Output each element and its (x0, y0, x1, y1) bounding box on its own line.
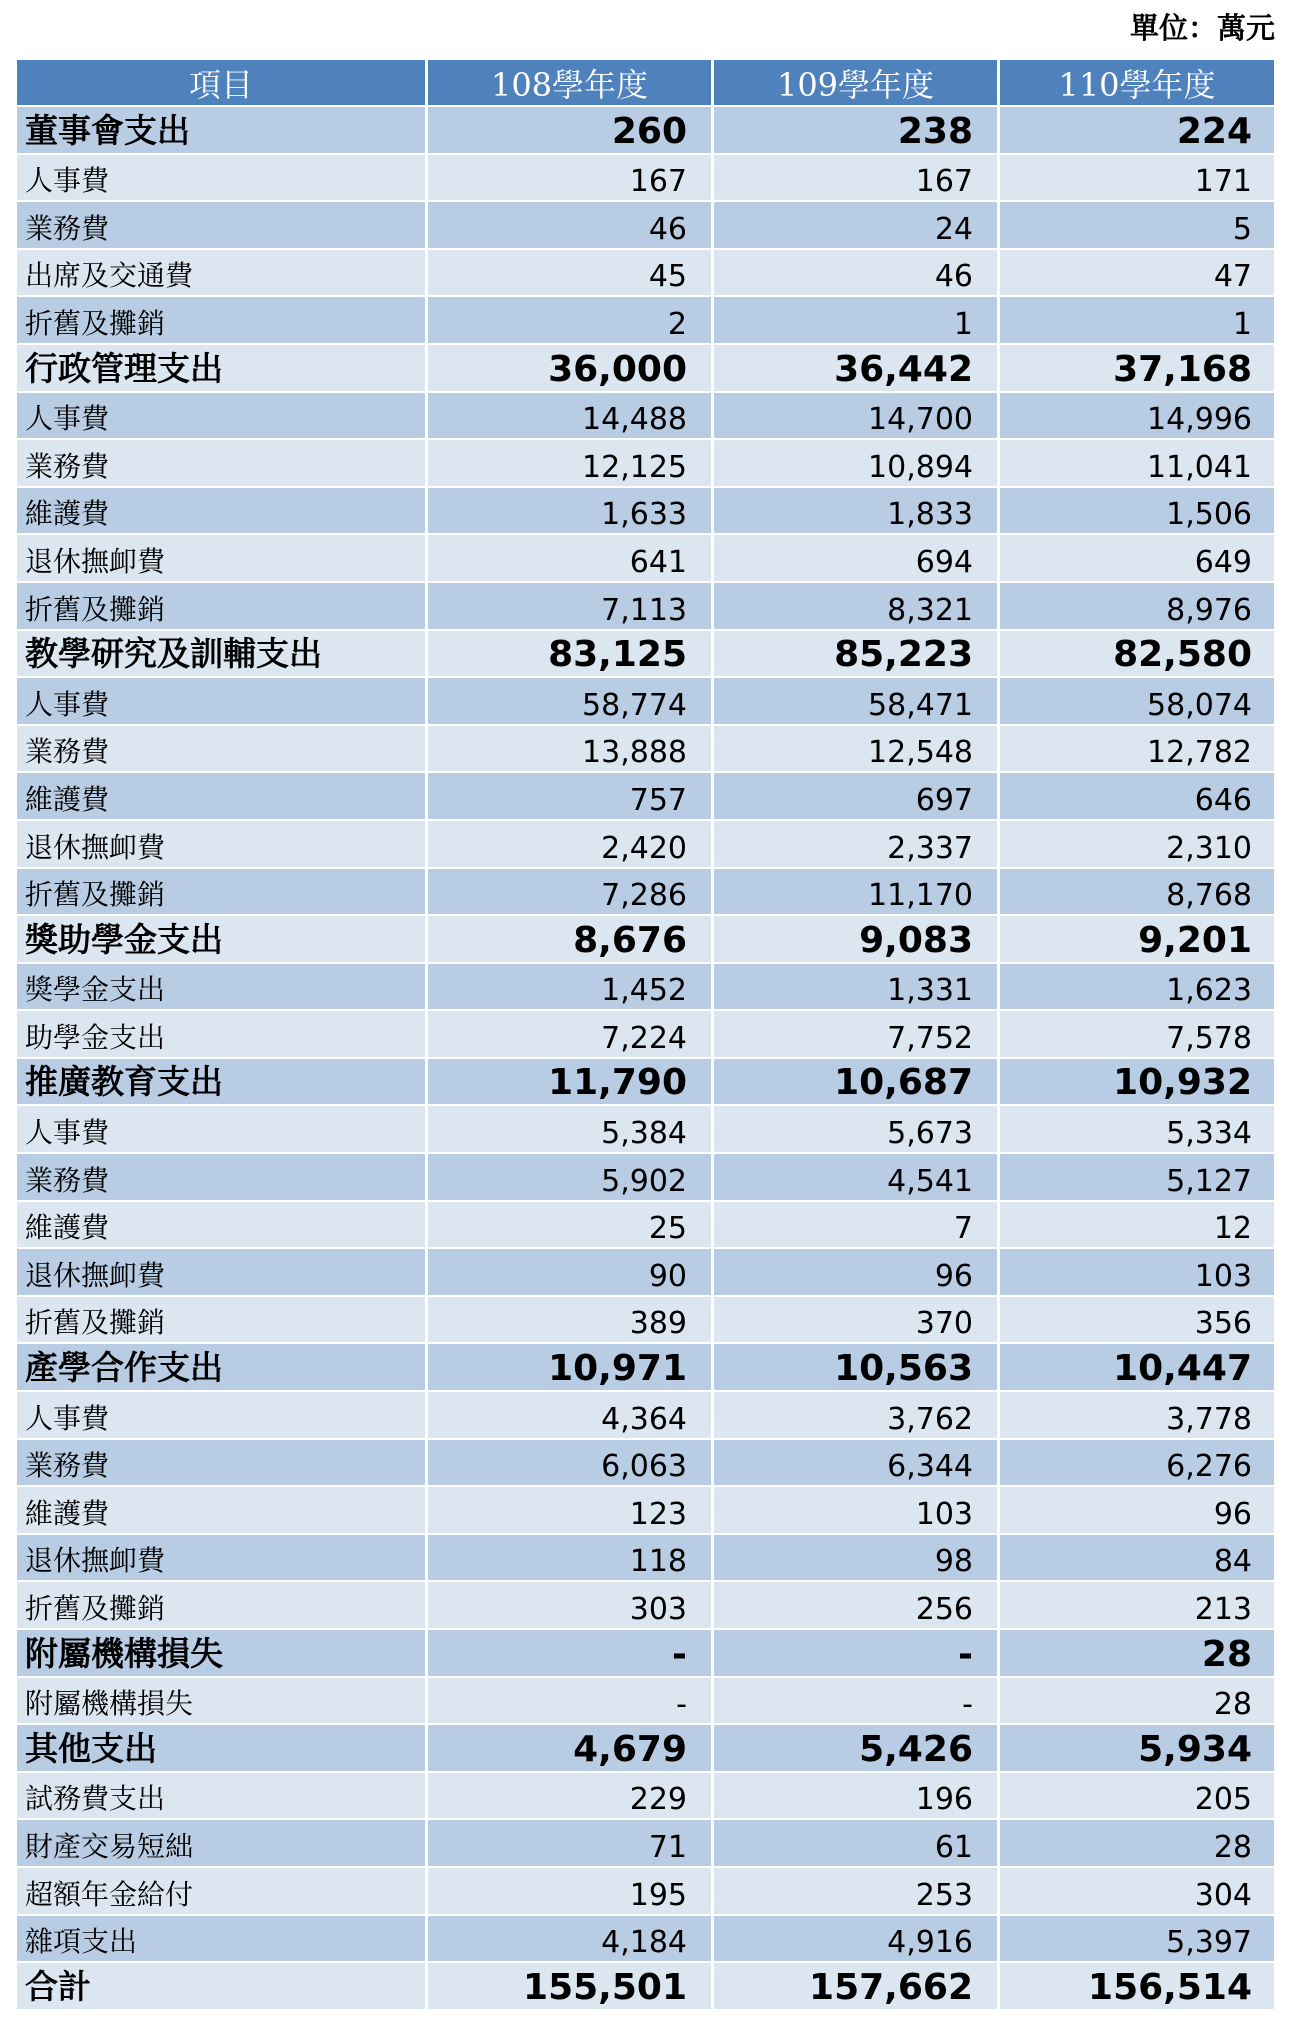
table-row-category (17, 1059, 1274, 1107)
value-109: 14,700 (714, 393, 1000, 439)
row-label: 退休撫卹費 (17, 535, 428, 581)
value-108: 2,420 (428, 821, 714, 867)
value-110: 1,623 (1166, 973, 1252, 1009)
value-108: 7,286 (428, 869, 714, 915)
table-row (17, 773, 1274, 821)
value-109: 5,426 (714, 1725, 1000, 1771)
value-108: 45 (428, 250, 714, 296)
row-label: 維護費 (17, 1202, 428, 1248)
row-label: 業務費 (17, 1440, 428, 1486)
value-110: 171 (1194, 164, 1252, 200)
value-108: 10,971 (428, 1344, 714, 1390)
value-109: 7 (714, 1202, 1000, 1248)
value-108: 8,676 (428, 916, 714, 962)
table-row (17, 1297, 1274, 1345)
table-row-category (17, 1963, 1274, 2011)
table-row (17, 1820, 1274, 1868)
table-row (17, 1202, 1274, 1250)
value-109: 4,916 (714, 1916, 1000, 1962)
value-108: 58,774 (428, 678, 714, 724)
value-108: 118 (428, 1535, 714, 1581)
value-109: 61 (714, 1820, 1000, 1866)
value-108: 7,224 (428, 1011, 714, 1057)
value-110: 304 (1194, 1877, 1252, 1913)
value-108: 641 (428, 535, 714, 581)
row-label: 獎助學金支出 (17, 916, 428, 962)
row-label: 折舊及攤銷 (17, 869, 428, 915)
value-110: 28 (1213, 1829, 1252, 1865)
table-row (17, 1868, 1274, 1916)
value-110: 12,782 (1147, 735, 1252, 771)
value-108: 5,902 (428, 1154, 714, 1200)
value-110: 103 (1194, 1258, 1252, 1294)
row-label: 業務費 (17, 440, 428, 486)
row-label: 其他支出 (17, 1725, 428, 1771)
value-110: 1,506 (1166, 497, 1252, 533)
value-110: 213 (1194, 1592, 1252, 1627)
value-110: 82,580 (1113, 634, 1252, 676)
table-row (17, 1392, 1274, 1440)
header-110: 110學年度 (1058, 65, 1216, 104)
value-110: 5,934 (1138, 1728, 1252, 1770)
value-108: 83,125 (428, 631, 714, 677)
value-110: 5,334 (1166, 1116, 1252, 1152)
table-header (17, 60, 1274, 107)
value-110: 14,996 (1147, 402, 1252, 438)
value-109: 1,833 (714, 488, 1000, 534)
value-108: 12,125 (428, 440, 714, 486)
value-108: - (428, 1678, 714, 1724)
value-109: 697 (714, 773, 1000, 819)
table-row (17, 964, 1274, 1012)
value-109: 10,563 (714, 1344, 1000, 1390)
value-109: 24 (714, 202, 1000, 248)
row-label: 折舊及攤銷 (17, 583, 428, 629)
value-110: 8,768 (1166, 878, 1252, 914)
value-109: 98 (714, 1535, 1000, 1581)
table-row (17, 488, 1274, 536)
value-110: 37,168 (1113, 348, 1252, 390)
row-label: 人事費 (17, 678, 428, 724)
table-row (17, 1106, 1274, 1154)
table-row (17, 1773, 1274, 1821)
table-row (17, 1916, 1274, 1964)
table-row (17, 1487, 1274, 1535)
value-108: 7,113 (428, 583, 714, 629)
table-row (17, 869, 1274, 917)
value-108: 303 (428, 1582, 714, 1628)
row-label: 維護費 (17, 1487, 428, 1533)
table-row-category (17, 107, 1274, 155)
table-row (17, 202, 1274, 250)
value-109: 36,442 (714, 345, 1000, 391)
value-110: 47 (1213, 259, 1252, 295)
value-108: 13,888 (428, 726, 714, 772)
table-body (17, 107, 1274, 2011)
value-110: 649 (1194, 544, 1252, 580)
value-109: 694 (714, 535, 1000, 581)
value-110: 7,578 (1166, 1020, 1252, 1056)
value-110: 5 (1232, 211, 1252, 247)
table-row (17, 1582, 1274, 1630)
value-110: 6,276 (1166, 1449, 1252, 1485)
value-109: 85,223 (714, 631, 1000, 677)
value-110: 646 (1194, 782, 1252, 818)
row-label: 獎學金支出 (17, 964, 428, 1010)
table-row (17, 393, 1274, 441)
value-108: 36,000 (428, 345, 714, 391)
value-108: 167 (428, 155, 714, 201)
value-110: 58,074 (1147, 687, 1252, 723)
value-109: 196 (714, 1773, 1000, 1819)
row-label: 試務費支出 (17, 1773, 428, 1819)
value-109: 58,471 (714, 678, 1000, 724)
table-row (17, 1011, 1274, 1059)
value-110: 12 (1213, 1211, 1252, 1247)
value-110: 2,310 (1166, 830, 1252, 866)
value-110: 10,447 (1113, 1348, 1252, 1390)
row-label: 人事費 (17, 1106, 428, 1152)
row-label: 合計 (17, 1963, 428, 2009)
row-label: 產學合作支出 (17, 1344, 428, 1390)
table-row (17, 1535, 1274, 1583)
value-108: 123 (428, 1487, 714, 1533)
value-110: 11,041 (1147, 449, 1252, 485)
row-label: 退休撫卹費 (17, 821, 428, 867)
expense-table (17, 60, 1274, 2011)
row-label: 業務費 (17, 726, 428, 772)
value-108: 4,364 (428, 1392, 714, 1438)
table-row (17, 583, 1274, 631)
table-row (17, 821, 1274, 869)
value-109: 46 (714, 250, 1000, 296)
value-108: 155,501 (428, 1963, 714, 2009)
value-108: 11,790 (428, 1059, 714, 1105)
row-label: 業務費 (17, 1154, 428, 1200)
value-109: 12,548 (714, 726, 1000, 772)
value-108: 757 (428, 773, 714, 819)
row-label: 出席及交通費 (17, 250, 428, 296)
row-label: 維護費 (17, 488, 428, 534)
row-label: 退休撫卹費 (17, 1249, 428, 1295)
value-109: 96 (714, 1249, 1000, 1295)
value-108: 2 (428, 297, 714, 343)
value-109: 253 (714, 1868, 1000, 1914)
value-110: 205 (1194, 1782, 1252, 1818)
value-108: 260 (428, 107, 714, 153)
value-109: 1 (714, 297, 1000, 343)
value-108: 6,063 (428, 1440, 714, 1486)
value-109: 167 (714, 155, 1000, 201)
table-row-category (17, 345, 1274, 393)
value-109: 8,321 (714, 583, 1000, 629)
value-110: 28 (1213, 1687, 1252, 1723)
value-109: 11,170 (714, 869, 1000, 915)
value-108: 14,488 (428, 393, 714, 439)
value-110: 5,127 (1166, 1163, 1252, 1199)
table-row (17, 1154, 1274, 1202)
row-label: 董事會支出 (17, 107, 428, 153)
value-110: 84 (1213, 1544, 1252, 1580)
row-label: 財產交易短絀 (17, 1820, 428, 1866)
value-108: 389 (428, 1297, 714, 1343)
table-row (17, 297, 1274, 345)
table-row (17, 1440, 1274, 1488)
value-110: 356 (1194, 1306, 1252, 1342)
value-110: 96 (1213, 1496, 1252, 1532)
value-108: 5,384 (428, 1106, 714, 1152)
value-110: 10,932 (1113, 1062, 1252, 1104)
row-label: 維護費 (17, 773, 428, 819)
table-row-category (17, 1725, 1274, 1773)
value-109: 1,331 (714, 964, 1000, 1010)
row-label: 助學金支出 (17, 1011, 428, 1057)
unit-label: 單位：萬元 (1129, 11, 1275, 45)
value-109: 370 (714, 1297, 1000, 1343)
table-row-category (17, 1630, 1274, 1678)
value-108: 71 (428, 1820, 714, 1866)
value-108: 46 (428, 202, 714, 248)
row-label: 業務費 (17, 202, 428, 248)
value-109: - (714, 1678, 1000, 1724)
row-label: 教學研究及訓輔支出 (17, 631, 428, 677)
row-label: 折舊及攤銷 (17, 297, 428, 343)
value-109: 157,662 (714, 1963, 1000, 2009)
row-label: 人事費 (17, 393, 428, 439)
value-108: - (428, 1630, 714, 1676)
table-row-category (17, 631, 1274, 679)
value-109: 7,752 (714, 1011, 1000, 1057)
value-110: 28 (1201, 1633, 1252, 1675)
value-109: 238 (714, 107, 1000, 153)
value-108: 25 (428, 1202, 714, 1248)
table-row (17, 535, 1274, 583)
header-108: 108學年度 (428, 60, 714, 105)
value-108: 1,452 (428, 964, 714, 1010)
table-row-category (17, 1344, 1274, 1392)
table-row (17, 678, 1274, 726)
value-108: 4,184 (428, 1916, 714, 1962)
row-label: 附屬機構損失 (17, 1678, 428, 1724)
row-label: 折舊及攤銷 (17, 1582, 428, 1628)
value-109: 5,673 (714, 1106, 1000, 1152)
table-row (17, 155, 1274, 203)
table-row (17, 440, 1274, 488)
table-row-category (17, 916, 1274, 964)
value-108: 195 (428, 1868, 714, 1914)
value-109: 10,894 (714, 440, 1000, 486)
value-108: 90 (428, 1249, 714, 1295)
value-108: 4,679 (428, 1725, 714, 1771)
value-108: 229 (428, 1773, 714, 1819)
row-label: 行政管理支出 (17, 345, 428, 391)
value-110: 224 (1176, 110, 1252, 152)
row-label: 人事費 (17, 155, 428, 201)
row-label: 雜項支出 (17, 1916, 428, 1962)
value-110: 8,976 (1166, 592, 1252, 628)
row-label: 附屬機構損失 (17, 1630, 428, 1676)
table-row (17, 1678, 1274, 1726)
value-110: 5,397 (1166, 1925, 1252, 1961)
value-109: 2,337 (714, 821, 1000, 867)
value-109: 103 (714, 1487, 1000, 1533)
header-item: 項目 (17, 60, 428, 105)
row-label: 人事費 (17, 1392, 428, 1438)
value-109: 256 (714, 1582, 1000, 1628)
value-110: 156,514 (1088, 1966, 1252, 2008)
value-109: 3,762 (714, 1392, 1000, 1438)
row-label: 折舊及攤銷 (17, 1297, 428, 1343)
value-109: 6,344 (714, 1440, 1000, 1486)
header-109: 109學年度 (714, 60, 1000, 105)
value-109: - (714, 1630, 1000, 1676)
row-label: 退休撫卹費 (17, 1535, 428, 1581)
value-110: 9,201 (1138, 919, 1252, 961)
table-row (17, 250, 1274, 298)
value-109: 9,083 (714, 916, 1000, 962)
value-109: 4,541 (714, 1154, 1000, 1200)
value-110: 3,778 (1166, 1401, 1252, 1437)
value-110: 1 (1232, 306, 1252, 342)
table-row (17, 726, 1274, 774)
row-label: 推廣教育支出 (17, 1059, 428, 1105)
table-row (17, 1249, 1274, 1297)
value-109: 10,687 (714, 1059, 1000, 1105)
value-108: 1,633 (428, 488, 714, 534)
row-label: 超額年金給付 (17, 1868, 428, 1914)
